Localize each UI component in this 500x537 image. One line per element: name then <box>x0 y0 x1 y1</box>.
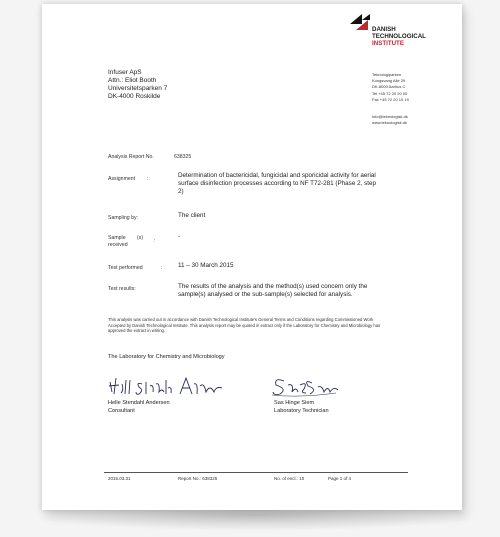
report-no-label: Analysis Report No. <box>108 154 154 160</box>
sample-received-label: received <box>108 242 128 248</box>
test-performed-colon: : <box>161 265 163 271</box>
sender-address <box>372 72 409 103</box>
signatory-1-title: Consultant <box>108 407 135 414</box>
recipient-address <box>108 69 167 101</box>
test-results-label: Test results: <box>108 286 136 292</box>
assignment-colon: : <box>147 176 149 182</box>
signatory-1-name: Helle Stendahl Andersen <box>108 400 170 406</box>
sampling-label: Sampling by: <box>108 215 138 221</box>
sender-contact <box>372 114 408 126</box>
report-no-value: 638325 <box>174 154 192 160</box>
footer-date: 2015.03.31 <box>108 476 131 481</box>
recipient-line: DK-4000 Roskilde <box>108 93 161 100</box>
sender-email: info@teknologisk.dk <box>372 114 408 119</box>
signatory-2-title: Laboratory Technician <box>274 407 329 414</box>
sender-web: www.teknologisk.dk <box>372 120 407 126</box>
dti-logo-icon <box>350 14 370 30</box>
signature-andersen <box>106 370 226 398</box>
signatory-2 <box>274 400 329 415</box>
signatory-2-name: Sas Hinge Siem <box>274 400 315 406</box>
test-results-value: The results of the analysis and the method(s) used concern only the sample(s) analysed or the sub-sample(s) selected for analysis. <box>178 283 368 298</box>
signatory-1 <box>108 400 170 415</box>
signature-siem <box>270 373 340 398</box>
logo-line-1: DANISH <box>372 26 396 33</box>
laboratory-name: The Laboratory for Chemistry and Microbiology <box>108 354 225 360</box>
recipient-line: Infuser ApS <box>108 69 142 76</box>
footer-report-no: Report No.: 638325 <box>178 476 218 481</box>
sample-value: - <box>178 233 181 240</box>
report-page <box>42 4 462 510</box>
logo-line-3: INSTITUTE <box>372 40 404 47</box>
footer-enclosures: No. of encl.: 10 <box>274 476 305 481</box>
sampling-value: The client <box>178 212 206 219</box>
dti-logo <box>350 10 460 50</box>
assignment-label: Assignment <box>108 176 136 182</box>
sender-line: Tel +45 72 20 20 00 <box>372 90 408 96</box>
test-performed-value: 11 – 30 March 2015 <box>178 262 234 269</box>
assignment-value: Determination of bactericidal, fungicidal and sporicidal activity for aerial surface disinfection processes according to NF T72-281 (Phase 2, step 2) <box>178 172 376 195</box>
test-performed-label: Test performed <box>108 265 143 271</box>
sender-line: Teknologiparken <box>372 72 402 77</box>
recipient-line: Universitetsparken 7 <box>108 85 168 92</box>
sample-label-suffix: (s) <box>137 235 144 241</box>
recipient-line: Attn.: Eliot Booth <box>108 77 157 84</box>
sender-line: Fax +45 72 20 10 19 <box>372 96 409 102</box>
sender-line: DK-8000 Aarhus C <box>372 84 406 90</box>
sender-line: Kongsvang Allé 29 <box>372 78 406 84</box>
sample-colon: : <box>154 238 156 244</box>
sample-label: Sample <box>108 235 126 241</box>
disclaimer-text: This analysis was carried out in accordance with Danish Technological Institute's General Terms and Conditions regarding Commissioned Work Accepted by Danish Technological Institute. This analysis report may be quoted in extract only if the Laboratory for Chemistry and Microbiology has approved the extract in writing. <box>108 317 381 334</box>
footer-page: Page 1 of 4 <box>328 476 352 481</box>
logo-line-2: TECHNOLOGICAL <box>372 33 426 40</box>
footer-divider <box>104 472 408 473</box>
